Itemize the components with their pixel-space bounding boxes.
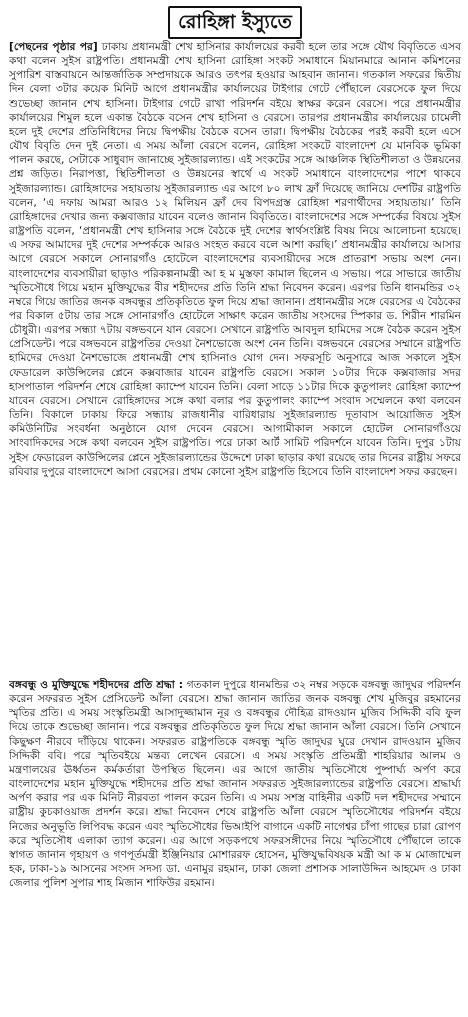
headline-box bbox=[9, 4, 461, 38]
article-body bbox=[9, 40, 461, 1011]
paragraph-2-text: গতকাল দুপুরে ধানমন্ডির ৩২ নম্বর সড়কে বঙ্গবন্ধু জাদুঘর পরিদর্শন করেন সফররত সুইস প্রেসিডেন্ট আঁলা বেরসে। শ্রদ্ধা জানান জাতির জনক বঙ্গবন্ধু শেখ মুজিবুর রহমানের স্মৃতির প্রতি। এ সময় সংস্কৃতিমন্ত্রী আসাদুজ্জামান নূর ও বঙ্গবন্ধুর দৌহিত্র রাদওয়ান মুজিব সিদ্দিকী ববি ফুল দিয়ে তাকে শুভেচ্ছা জানান। পরে বঙ্গবন্ধুর প্রতিকৃতিতে ফুল দিয়ে শ্রদ্ধা জানান আঁলা বেরসে। তিনি সেখানে কিছুক্ষণ নীরবে দাঁড়িয়ে থাকেন। সফররত রাষ্ট্রপতিকে বঙ্গবন্ধু স্মৃতি জাদুঘর ঘুরে দেখান রাদওয়ান মুজিব সিদ্দিকী ববি। পরে স্মৃতিবইয়ে মন্তব্য লেখেন বেরসে। এ সময় সংস্কৃতি প্রতিমন্ত্রী শাহরিয়ার আলম ও মন্ত্রণালয়ের ঊর্ধ্বতন কর্মকর্তারা উপস্থিত ছিলেন। এর আগে জাতীয় স্মৃতিসৌধে পুষ্পার্ঘ্য অর্পণ করে বাংলাদেশের মহান মুক্তিযুদ্ধে শহীদদের প্রতি শ্রদ্ধা জানান সফররত সুইজারল্যান্ডের রাষ্ট্রপতি বেরসে। শ্রদ্ধার্ঘ্য অর্পণ করার পর এক মিনিট নীরবতা পালন করেন তিনি। এ সময় সশস্ত্র বাহিনীর একটি দল শহীদদের সম্মানে রাষ্ট্রীয় কুচকাওয়াজ প্রদর্শন করে। শ্রদ্ধা নিবেদন শেষে রাষ্ট্রপতি আঁলা বেরসে স্মৃতিসৌধের পরিদর্শন বইয়ে নিজের অনুভূতি লিপিবদ্ধ করেন এবং স্মৃতিসৌধের ভিআইপি বাগানে একটি নাগেশ্বর চাঁপা গাছের চারা রোপণ করে স্মৃতিসৌধ এলাকা ত্যাগ করেন। এর আগে সড়কপথে সফরসঙ্গীদের নিয়ে স্মৃতিসৌধে পৌঁছালে তাকে স্বাগত জানান গৃহায়ণ ও গণপূর্তমন্ত্রী ইঞ্জিনিয়ার মোশাররফ হোসেন, মুক্তিযুদ্ধবিষয়ক মন্ত্রী আ ক ম মোজাম্মেল হক, ঢাকা-১৯ আসনের সংসদ সদস্য ডা. এনামুর রহমান, ঢাকা জেলা প্রশাসক সালাউদ্দিন আহমেদ ও ঢাকা জেলার পুলিশ সুপার শাহ মিজান শাফিউর রহমান। bbox=[9, 679, 461, 890]
section-heading: বঙ্গবন্ধু ও মুক্তিযুদ্ধে শহীদদের প্রতি শ্রদ্ধা : bbox=[9, 679, 184, 691]
headline: রোহিঙ্গা ইস্যুতে bbox=[168, 6, 302, 39]
article-paragraph-2 bbox=[9, 678, 461, 1011]
article-paragraph-1 bbox=[9, 40, 461, 678]
continuation-tag: [পেছনের পৃষ্ঠার পর] bbox=[9, 41, 98, 53]
paragraph-1-text: ঢাকায় প্রধানমন্ত্রী শেখ হাসিনার কার্যালয়ের করবী হলে তার সঙ্গে যৌথ বিবৃতিতে এসব কথা বলেন সুইস রাষ্ট্রপতি। প্রধানমন্ত্রী শেখ হাসিনা রোহিঙ্গা সংকট সমাধানে মিয়ানমারে আনান কমিশনের সুপারিশ বাস্তবায়নে আন্তর্জাতিক সম্প্রদায়কে আরও তৎপর হওয়ার আহবান জানান। গতকাল সফরের দ্বিতীয় দিন বেলা ৩টার কয়েক মিনিট আগে প্রধানমন্ত্রীর কার্যালয়ের টাইগার গেটে পৌঁছালে বেরসেকে ফুল দিয়ে শুভেচ্ছা জানান শেখ হাসিনা। টাইগার গেটে রাখা পরিদর্শন বইয়ে স্বাক্ষর করেন বেরসে। পরে প্রধানমন্ত্রীর কার্যালয়ের শিমুল হলে একান্ত বৈঠকে বসেন শেখ হাসিনা ও বেরসে। তারপর প্রধানমন্ত্রীর কার্যালয়ের চামেলী হলে দুই দেশের প্রতিনিধিদের নিয়ে দ্বিপক্ষীয় বৈঠকে বসেন তারা। দ্বিপক্ষীয় বৈঠকের পরই করবী হলে এসে যৌথ বিবৃতি দেন দুই নেতা। এ সময় আঁলা বেরসে বলেন, রোহিঙ্গা সংকটে বাংলাদেশ যে মানবিক ভূমিকা পালন করছে, সেটাকে সাধুবাদ জানাচ্ছে সুইজারল্যান্ড। এই সংকটের সঙ্গে আঞ্চলিক স্থিতিশীলতা ও উন্নয়নের প্রশ্ন জড়িত। নিরাপত্তা, স্থিতিশীলতা ও উন্নয়নের স্বার্থে এ সংকট সমাধানে বাংলাদেশের পাশে থাকবে সুইজারল্যান্ড। রোহিঙ্গাদের সহায়তায় সুইজারল্যান্ড এর আগে ৮০ লাখ ফ্রাঁ দিয়েছে জানিয়ে দেশটির রাষ্ট্রপতি বলেন, ‘এ দফায় আমরা আরও ১২ মিলিয়ন ফ্রাঁ দেব বিপদগ্রস্ত রোহিঙ্গা শরণার্থীদের সহায়তায়।’ তিনি রোহিঙ্গাদের দেখার জন্য কক্সবাজার যাবেন বলেও জানান বিবৃতিতে। বাংলাদেশের সঙ্গে সম্পর্কের বিষয়ে সুইস রাষ্ট্রপতি বলেন, ‘প্রধানমন্ত্রী শেখ হাসিনার সঙ্গে বৈঠকে দুই দেশের স্বার্থসংশ্লিষ্ট বিষয় নিয়ে আলোচনা হয়েছে। এ সফর আমাদের দুই দেশের সম্পর্ককে আরও সংহত করবে বলে আশা করছি।’ প্রধানমন্ত্রীর কার্যালয়ে আসার আগে বেরসে সকালে সোনারগাঁও হোটেলে বাংলাদেশের ব্যবসায়ীদের সঙ্গে প্রাতরাশ সভায় অংশ নেন। বাংলাদেশের ব্যবসায়ীরা ছাড়াও পরিকল্পনামন্ত্রী আ হ ম মুস্তফা কামাল ছিলেন এ সভায়। পরে সাভারে জাতীয় স্মৃতিসৌধে গিয়ে মহান মুক্তিযুদ্ধের বীর শহীদদের প্রতি তিনি শ্রদ্ধা নিবেদন করেন। এরপর তিনি ধানমন্ডির ৩২ নম্বরে গিয়ে জাতির জনক বঙ্গবন্ধুর প্রতিকৃতিতে ফুল দিয়ে শ্রদ্ধা জানান। প্রধানমন্ত্রীর সঙ্গে বেরসের এ বৈঠকের পর বিকাল ৫টায় তার সঙ্গে সোনারগাঁও হোটেলে সাক্ষাৎ করেন জাতীয় সংসদের স্পিকার ড. শিরীন শারমিন চৌধুরী। এরপর সন্ধ্যা ৭টায় বঙ্গভবনে যান বেরসে। সেখানে রাষ্ট্রপতি আবদুল হামিদের সঙ্গে বৈঠক করেন সুইস প্রেসিডেন্ট। পরে বঙ্গভবনে রাষ্ট্রপতির দেওয়া নৈশভোজে অংশ নেন তিনি। বঙ্গভবনে বেরসের সম্মানে রাষ্ট্রপতি হামিদের দেওয়া নৈশভোজে প্রধানমন্ত্রী শেখ হাসিনাও যোগ দেন। সফরসূচি অনুসারে আজ সকালে সুইস ফেডারেল কাউন্সিলের প্লেনে কক্সবাজার যাবেন রাষ্ট্রপতি বেরসে। সকাল ১০টার দিকে কক্সবাজার সদর হাসপাতাল পরিদর্শন শেষে রোহিঙ্গা ক্যাম্পে যাবেন তিনি। বেলা সাড়ে ১১টার দিকে কুতুপালং রোহিঙ্গা ক্যাম্পে যাবেন বেরসে। সেখানে রোহিঙ্গাদের সঙ্গে কথা বলার পর কুতুপালং ক্যাম্পে সংবাদ সম্মেলনে কথা বলবেন তিনি। বিকালে ঢাকায় ফিরে সন্ধ্যায় রাজধানীর বারিধারায় সুইজারল্যান্ড দূতাবাস আয়োজিত সুইস কমিউনিটির সংবর্ধনা অনুষ্ঠানে যোগ দেবেন বেরসে। আগামীকাল সকালে হোটেল সোনারগাঁওয়ে সাংবাদিকদের সঙ্গে কথা বলবেন সুইস রাষ্ট্রপতি। পরে ঢাকা আর্ট সামিট পরিদর্শনে যাবেন তিনি। দুপুর ১টায় সুইস ফেডারেল কাউন্সিলের প্লেনে সুইজারল্যান্ডের উদ্দেশে ঢাকা ছাড়ার কথা রয়েছে তার দিনের রাষ্ট্রীয় সফরে রবিবার দুপুরে বাংলাদেশে আসা বেরসের। প্রথম কোনো সুইস রাষ্ট্রপতি হিসেবে তিনি বাংলাদেশ সফর করছেন। bbox=[9, 41, 461, 478]
